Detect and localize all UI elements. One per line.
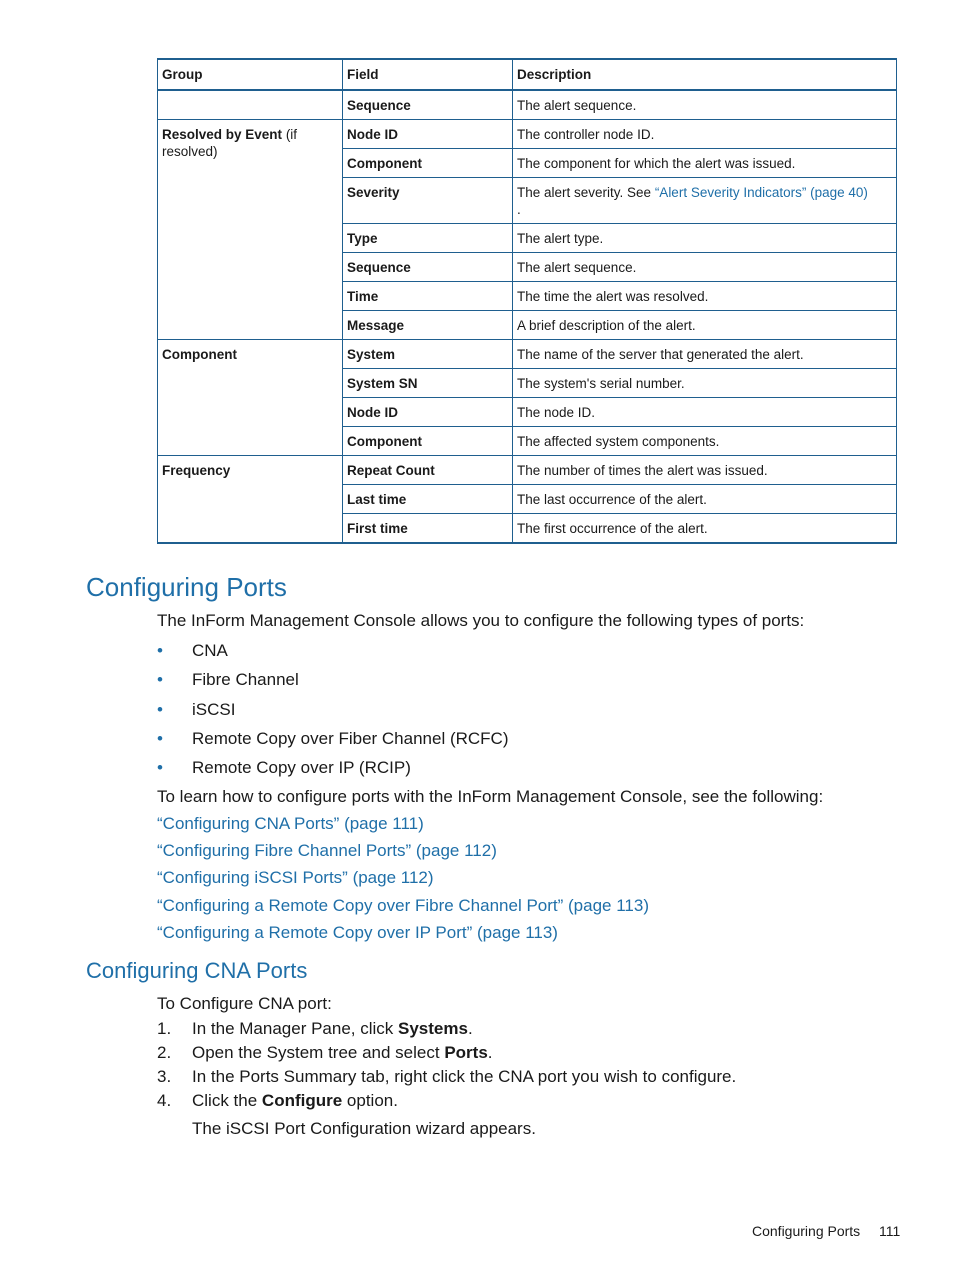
field-cell: Sequence <box>343 253 513 282</box>
field-cell: System SN <box>343 369 513 398</box>
field-cell: Type <box>343 224 513 253</box>
header-field: Field <box>343 59 513 90</box>
footer-section-name: Configuring Ports <box>752 1223 861 1239</box>
header-group: Group <box>158 59 343 90</box>
ui-term: Ports <box>444 1043 488 1062</box>
link-configuring-iscsi-ports[interactable]: “Configuring iSCSI Ports” (page 112) <box>157 868 434 887</box>
header-description: Description <box>513 59 897 90</box>
procedure-intro: To Configure CNA port: <box>157 994 332 1013</box>
bullet-dot-icon: • <box>157 700 163 719</box>
group-note: (if resolved) <box>162 127 298 159</box>
field-cell: Last time <box>343 485 513 514</box>
section-title-configuring-cna-ports: Configuring CNA Ports <box>86 958 308 983</box>
field-cell: Repeat Count <box>343 456 513 485</box>
description-cell: The last occurrence of the alert. <box>513 485 897 514</box>
description-cell: The time the alert was resolved. <box>513 282 897 311</box>
section-title-configuring-ports: Configuring Ports <box>86 572 287 602</box>
description-cell: The alert type. <box>513 224 897 253</box>
bullet-dot-icon: • <box>157 641 163 660</box>
description-suffix: . <box>517 202 521 217</box>
table-row <box>158 456 897 485</box>
table-row <box>158 120 897 149</box>
field-cell: Severity <box>343 178 513 224</box>
footer-page-number: 111 <box>879 1223 901 1239</box>
field-cell: Node ID <box>343 398 513 427</box>
table-row <box>158 90 897 120</box>
link-configuring-cna-ports[interactable]: “Configuring CNA Ports” (page 111) <box>157 814 424 833</box>
bullet-dot-icon: • <box>157 729 163 748</box>
description-cell: The controller node ID. <box>513 120 897 149</box>
description-cell: The name of the server that generated the alert. <box>513 340 897 369</box>
bullet-dot-icon: • <box>157 758 163 777</box>
ui-term: Configure <box>261 1091 343 1110</box>
description-cell: The component for which the alert was issued. <box>513 149 897 178</box>
field-cell: First time <box>343 514 513 544</box>
link-remote-copy-ip[interactable]: “Configuring a Remote Copy over IP Port” (page 113) <box>157 923 558 942</box>
ui-term: Systems <box>398 1019 468 1038</box>
group-label: Resolved by Event <box>162 127 283 142</box>
description-cell: The first occurrence of the alert. <box>513 514 897 544</box>
procedure-result: The iSCSI Port Configuration wizard appears. <box>192 1119 536 1138</box>
alert-fields-table <box>157 58 897 544</box>
group-cell-resolved <box>158 120 343 340</box>
field-cell: Sequence <box>343 90 513 120</box>
field-cell: Component <box>343 427 513 456</box>
field-cell: System <box>343 340 513 369</box>
description-cell: A brief description of the alert. <box>513 311 897 340</box>
description-cell: The alert sequence. <box>513 253 897 282</box>
description-cell: The number of times the alert was issued. <box>513 456 897 485</box>
description-text: The alert severity. See <box>517 185 655 200</box>
bullet-dot-icon: • <box>157 670 163 689</box>
description-cell: The system's serial number. <box>513 369 897 398</box>
alert-severity-link[interactable]: “Alert Severity Indicators” (page 40) <box>654 185 868 200</box>
field-cell: Node ID <box>343 120 513 149</box>
table-header-row <box>158 59 897 90</box>
learn-more-text: To learn how to configure ports with the InForm Management Console, see the following: <box>157 787 824 806</box>
table-row <box>158 340 897 369</box>
link-remote-copy-fibre-channel[interactable]: “Configuring a Remote Copy over Fibre Channel Port” (page 113) <box>157 896 649 915</box>
field-cell: Message <box>343 311 513 340</box>
description-cell <box>513 178 897 224</box>
link-configuring-fibre-channel-ports[interactable]: “Configuring Fibre Channel Ports” (page 112) <box>157 841 497 860</box>
description-cell: The alert sequence. <box>513 90 897 120</box>
description-cell: The affected system components. <box>513 427 897 456</box>
group-cell-frequency: Frequency <box>158 456 343 544</box>
section-intro: The InForm Management Console allows you to configure the following types of ports: <box>157 611 805 630</box>
description-cell: The node ID. <box>513 398 897 427</box>
group-cell-empty <box>158 90 343 120</box>
field-cell: Time <box>343 282 513 311</box>
field-cell: Component <box>343 149 513 178</box>
group-cell-component: Component <box>158 340 343 456</box>
